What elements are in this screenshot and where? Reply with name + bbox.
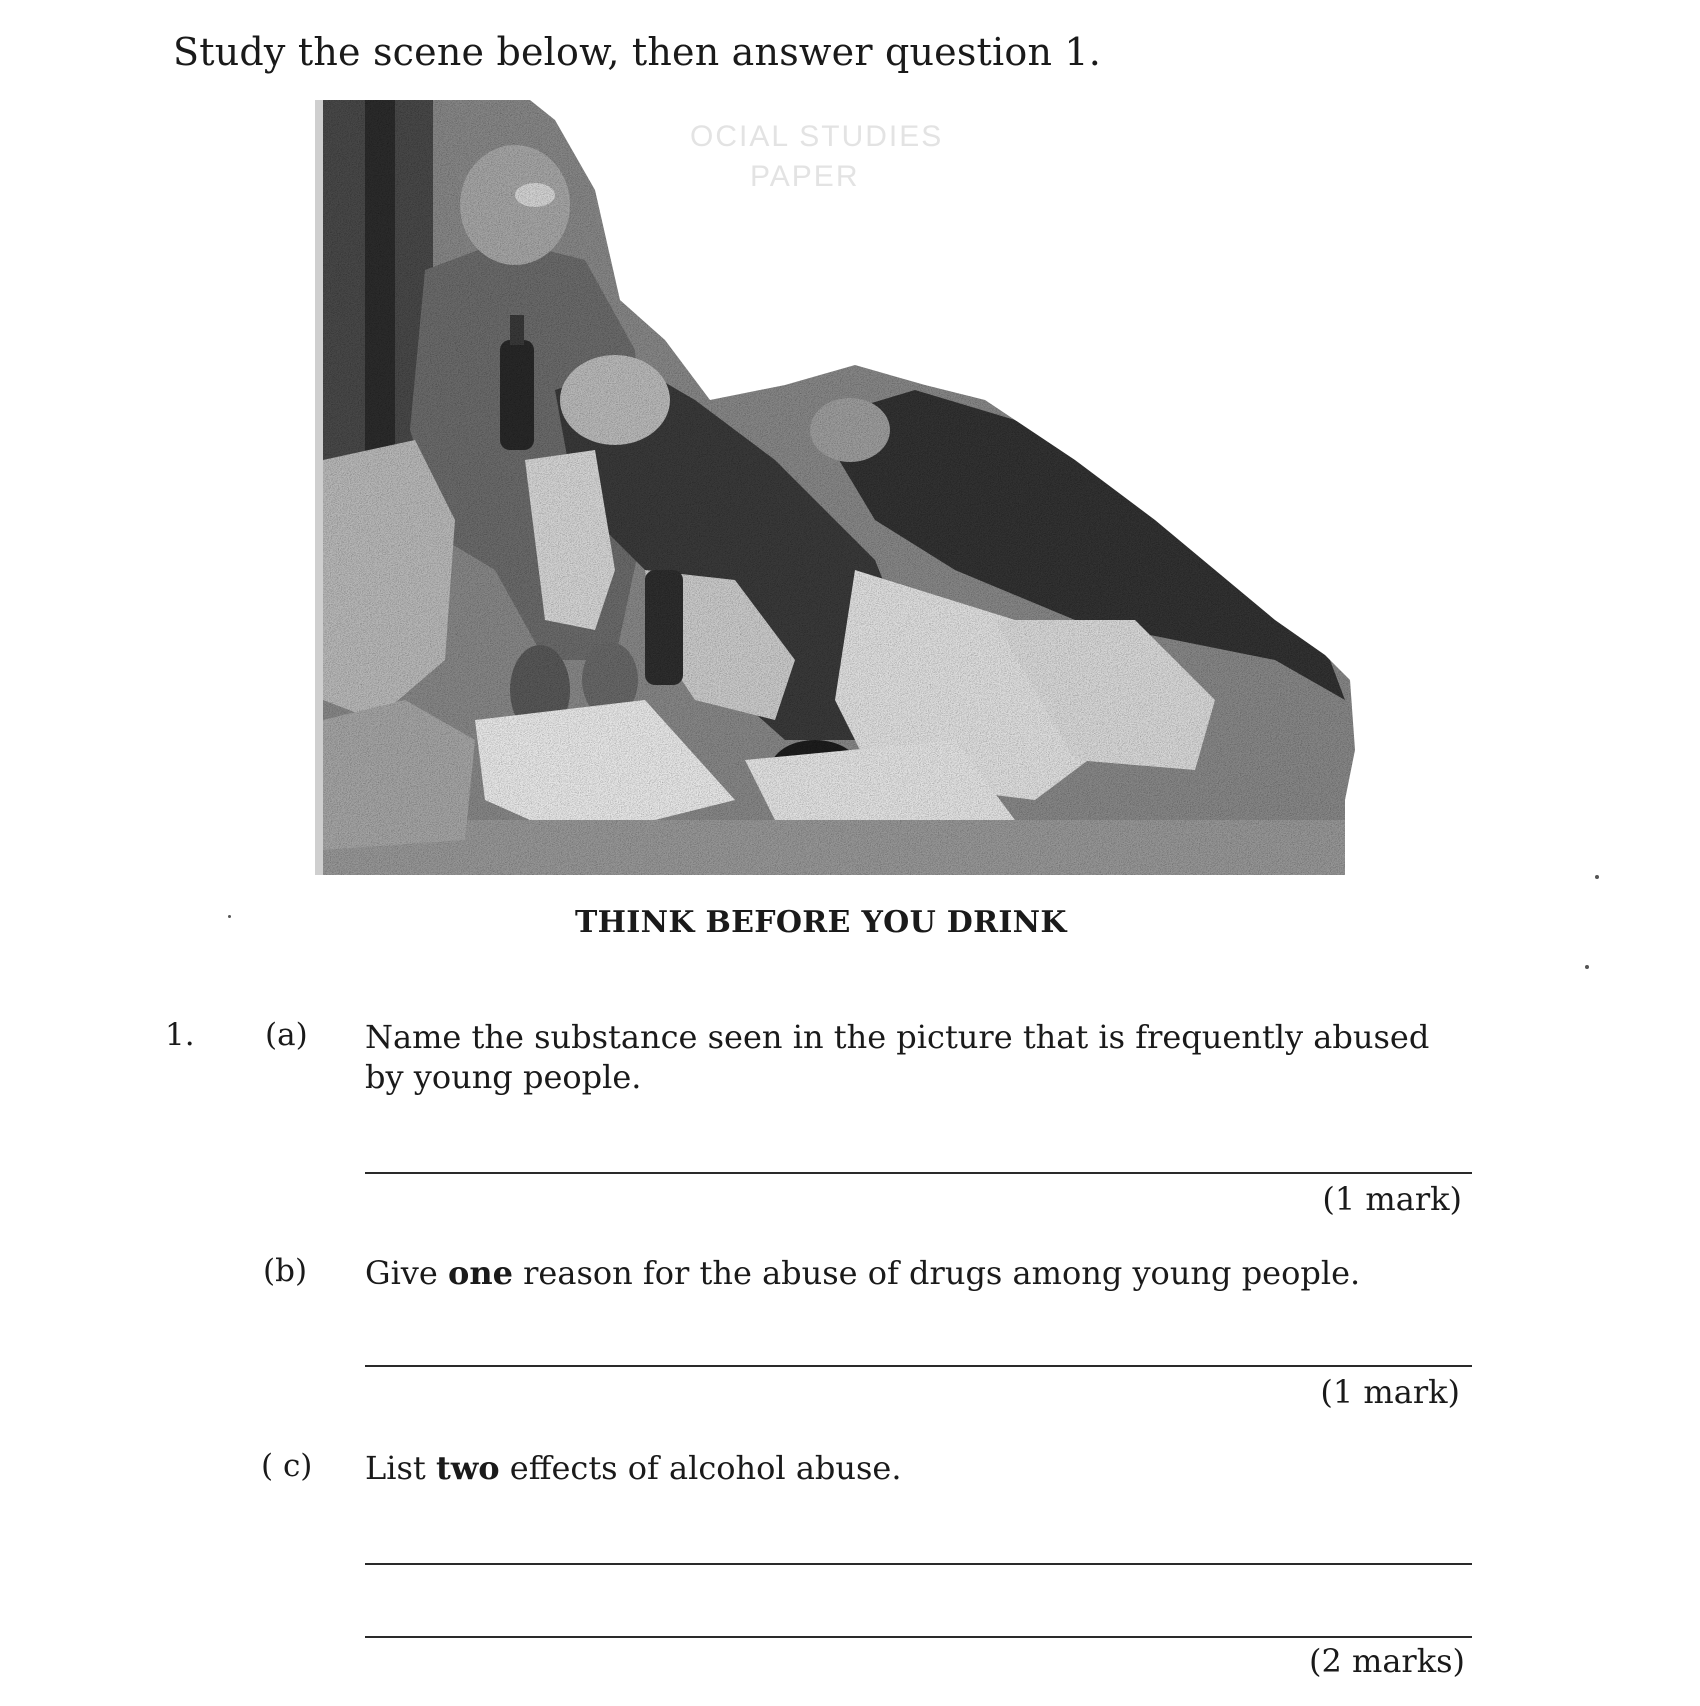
instruction-text: Study the scene below, then answer question 1. bbox=[173, 30, 1102, 74]
show-through-text: OCIAL STUDIES bbox=[690, 120, 944, 153]
question-text-a-body: Name the substance seen in the picture that is frequently abused by young people. bbox=[365, 1018, 1430, 1096]
answer-line-c1[interactable] bbox=[365, 1563, 1472, 1565]
question-text-b-start: Give bbox=[365, 1254, 448, 1292]
question-text-a bbox=[365, 1017, 1445, 1097]
marks-a: (1 mark) bbox=[1322, 1180, 1462, 1218]
marks-b: (1 mark) bbox=[1320, 1373, 1460, 1411]
answer-line-c2[interactable] bbox=[365, 1636, 1472, 1638]
answer-line-a[interactable] bbox=[365, 1172, 1472, 1174]
question-number: 1. bbox=[165, 1017, 195, 1053]
answer-line-b[interactable] bbox=[365, 1365, 1472, 1367]
question-text-b bbox=[365, 1253, 1445, 1293]
question-text-c-end: effects of alcohol abuse. bbox=[499, 1449, 902, 1487]
picture-caption: THINK BEFORE YOU DRINK bbox=[575, 905, 1067, 940]
part-label-b: (b) bbox=[263, 1253, 308, 1289]
part-label-c: ( c) bbox=[261, 1448, 313, 1484]
question-text-b-bold: one bbox=[447, 1254, 513, 1292]
question-text-c-bold: two bbox=[435, 1449, 500, 1487]
speck bbox=[1585, 965, 1589, 969]
scene-photo bbox=[315, 100, 1365, 875]
speck bbox=[228, 915, 231, 918]
show-through-text: PAPER bbox=[750, 160, 860, 193]
question-text-b-end: reason for the abuse of drugs among young people. bbox=[512, 1254, 1361, 1292]
question-text-c-start: List bbox=[365, 1449, 436, 1487]
speck bbox=[1595, 875, 1599, 879]
photo-border bbox=[315, 100, 323, 875]
part-label-a: (a) bbox=[265, 1017, 308, 1053]
marks-c: (2 marks) bbox=[1308, 1642, 1465, 1680]
question-text-c bbox=[365, 1448, 1445, 1488]
